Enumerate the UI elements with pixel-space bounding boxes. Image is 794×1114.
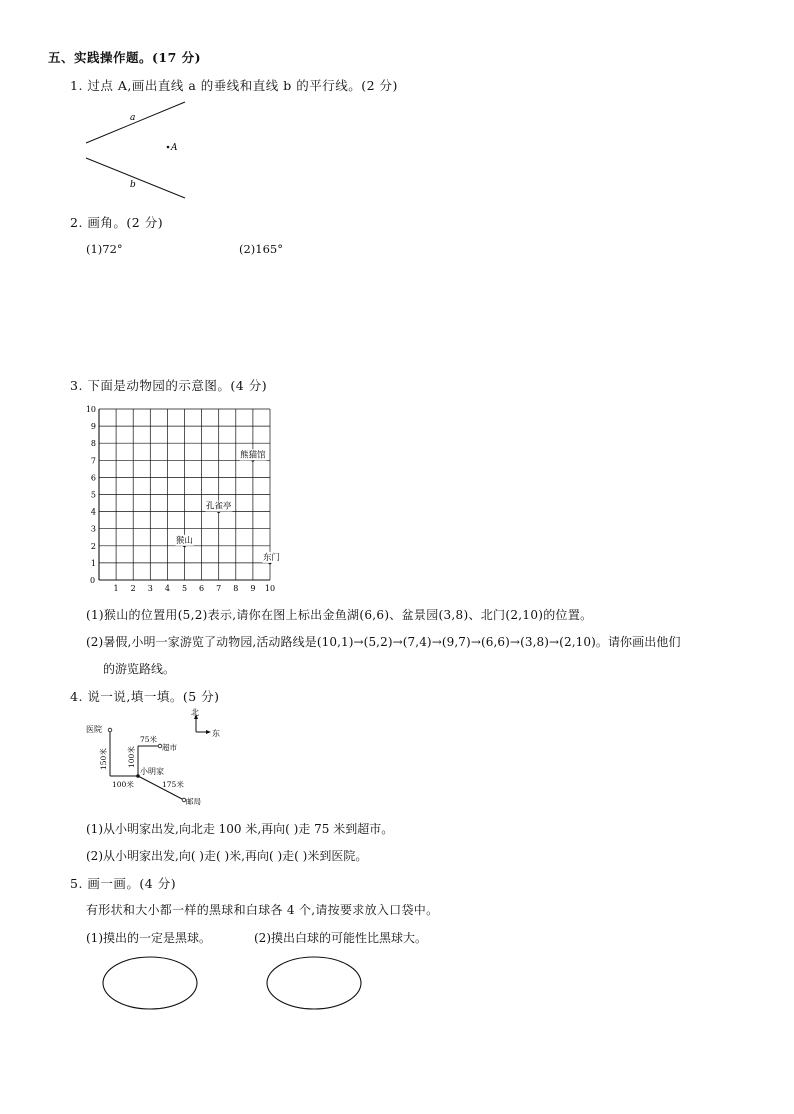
q3-sub1: (1)猴山的位置用(5,2)表示,请你在图上标出金鱼湖(6,6)、盆景园(3,8)、北门(2,10)的位置。	[86, 608, 593, 622]
y-tick-label: 8	[90, 439, 96, 449]
q4-sub2: (2)从小明家出发,向( )走( )米,再向( )走( )米到医院。	[86, 849, 368, 863]
hospital-label: 医院	[86, 725, 102, 734]
x-tick-label: 5	[181, 584, 188, 593]
map-point-label: 猴山	[175, 535, 194, 546]
y-tick-label: 4	[90, 507, 96, 517]
q5-sub2: (2)摸出白球的可能性比黑球大。	[254, 931, 427, 945]
line-a	[86, 102, 185, 143]
map-point-label: 熊猫馆	[240, 450, 266, 461]
y-tick-label: 2	[90, 541, 96, 551]
y-tick-label: 6	[90, 473, 96, 483]
distance-150-label: 150米	[99, 748, 108, 770]
x-tick-label: 4	[164, 584, 170, 593]
q3-sub2-line1: (2)暑假,小明一家游览了动物园,活动路线是(10,1)→(5,2)→(7,4)→(9,7)→(6,6)→(3,8)→(2,10)。请你画出他们	[86, 635, 681, 649]
map-point-label: 东门	[262, 552, 280, 563]
post-office-label: 邮局	[186, 797, 201, 806]
x-tick-label: 9	[250, 584, 256, 593]
x-tick-label: 8	[233, 584, 239, 593]
section-heading: 五、实践操作题。(17 分)	[48, 50, 202, 65]
q2-text: 2. 画角。(2 分)	[70, 215, 164, 230]
y-tick-label: 9	[90, 422, 96, 432]
distance-100-horizontal-label: 100米	[112, 780, 134, 789]
x-tick-label: 1	[113, 584, 119, 593]
map-point-label: 孔雀亭	[205, 501, 232, 512]
distance-175-label: 175米	[162, 780, 184, 789]
compass-east-arrowhead	[206, 730, 211, 734]
line-a-label: a	[130, 113, 136, 123]
q2-part2: (2)165°	[239, 242, 283, 256]
point-a-label: A	[171, 143, 178, 153]
q5-text: 5. 画一画。(4 分)	[70, 876, 177, 891]
y-tick-label: 7	[90, 456, 96, 466]
line-b-label: b	[130, 180, 136, 190]
grid-origin-label: 0	[90, 576, 96, 585]
compass-north-label: 北	[191, 708, 199, 717]
q1-lines-figure	[80, 96, 200, 204]
x-tick-label: 10	[264, 584, 276, 593]
zoo-grid-map	[84, 402, 294, 598]
q4-text: 4. 说一说,填一填。(5 分)	[70, 689, 220, 704]
point-a	[167, 146, 170, 149]
home-label: 小明家	[140, 767, 164, 776]
bag-2-ellipse[interactable]	[264, 954, 364, 1012]
q5-sub1: (1)摸出的一定是黑球。	[86, 931, 211, 945]
x-tick-label: 6	[199, 584, 205, 593]
q1-text: 1. 过点 A,画出直线 a 的垂线和直线 b 的平行线。(2 分)	[70, 78, 398, 93]
x-tick-label: 2	[130, 584, 136, 593]
bag-1-ellipse[interactable]	[100, 954, 200, 1012]
y-tick-label: 10	[85, 405, 96, 414]
x-tick-label: 7	[216, 584, 222, 593]
y-tick-label: 3	[90, 524, 96, 534]
q2-part1: (1)72°	[86, 242, 123, 256]
y-tick-label: 1	[90, 558, 96, 568]
hospital-node	[108, 728, 112, 732]
q4-direction-map	[84, 708, 234, 812]
y-tick-label: 5	[90, 490, 96, 500]
q3-sub2-line2: 的游览路线。	[103, 662, 176, 676]
q4-sub1: (1)从小明家出发,向北走 100 米,再向( )走 75 米到超市。	[86, 822, 394, 836]
distance-75-label: 75米	[140, 735, 158, 744]
q3-text: 3. 下面是动物园的示意图。(4 分)	[70, 378, 268, 393]
supermarket-label: 超市	[162, 743, 177, 752]
q5-intro: 有形状和大小都一样的黑球和白球各 4 个,请按要求放入口袋中。	[86, 903, 439, 917]
compass-east-label: 东	[212, 729, 220, 738]
distance-100-vertical-label: 100米	[127, 746, 136, 768]
x-tick-label: 3	[147, 584, 153, 593]
line-b	[86, 158, 185, 198]
